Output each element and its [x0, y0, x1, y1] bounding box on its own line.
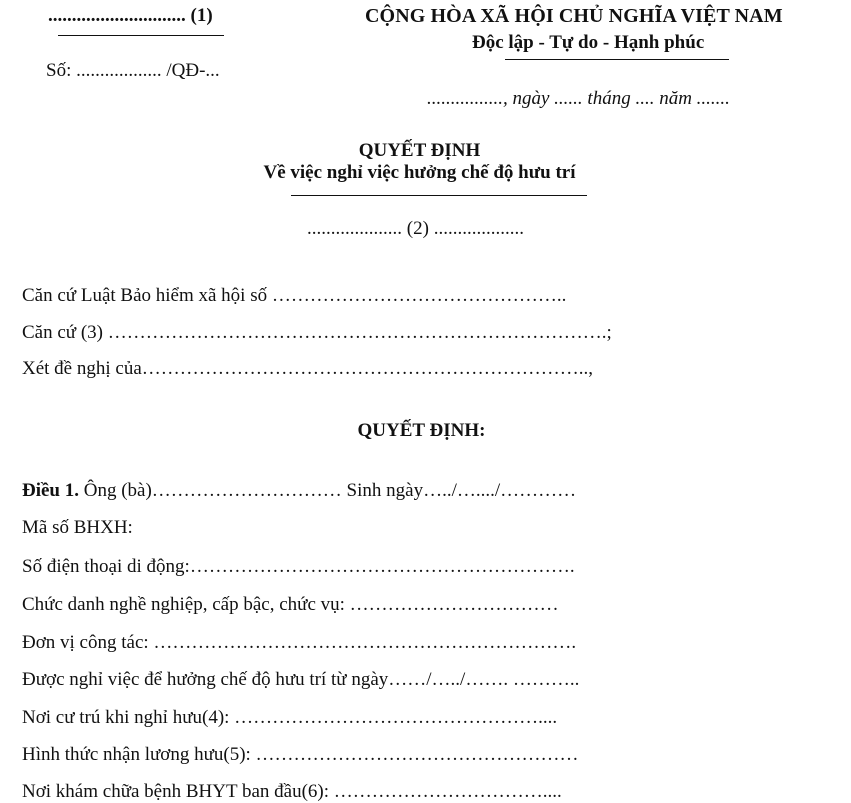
basis-proposal: Xét đề nghị của…………………………………………………………….., [22, 358, 594, 379]
national-title: CỘNG HÒA XÃ HỘI CHỦ NGHĨA VIỆT NAM [365, 5, 783, 27]
subtitle-underline [291, 195, 587, 196]
issuing-authority-placeholder: .................... (2) ................... [307, 218, 524, 239]
decision-heading: QUYẾT ĐỊNH: [357, 420, 486, 441]
field-retirement-date: Được nghỉ việc để hưởng chế độ hưu trí từ ngày……/…../……. ……….. [22, 669, 580, 690]
field-pension-receipt-method: Hình thức nhận lương hưu(5): …………………………………………… [22, 744, 579, 765]
issuing-organization-placeholder: ............................. (1) [48, 5, 213, 26]
decision-number-line: Số: .................. /QĐ-... [46, 60, 220, 81]
field-job-title: Chức danh nghề nghiệp, cấp bậc, chức vụ: …………………………… [22, 594, 559, 615]
person-name-birthdate: Ông (bà)………………………… Sinh ngày…../…..../………… [79, 480, 577, 501]
basis-other: Căn cứ (3) …………………………………………………………………….; [22, 322, 612, 343]
motto-underline [505, 59, 729, 60]
document-title: QUYẾT ĐỊNH [358, 140, 481, 161]
document-subtitle: Về việc nghỉ việc hưởng chế độ hưu trí [263, 162, 576, 183]
organization-underline [58, 35, 224, 36]
field-residence-after-retirement: Nơi cư trú khi nghỉ hưu(4): ………………………………………….... [22, 707, 558, 728]
field-work-unit: Đơn vị công tác: …………………………………………………………. [22, 632, 577, 653]
field-initial-health-facility: Nơi khám chữa bệnh BHYT ban đầu(6): …………………………….... [22, 781, 562, 802]
field-social-insurance-number: Mã số BHXH: [22, 517, 133, 538]
basis-social-insurance-law: Căn cứ Luật Bảo hiểm xã hội số ……………………………………….. [22, 285, 567, 306]
article-1-label: Điều 1. [22, 480, 79, 501]
field-mobile-phone: Số điện thoại di động:……………………………………………………. [22, 556, 575, 577]
place-date-line: ................, ngày ...... tháng .... năm ....... [427, 88, 730, 109]
article-1-person-line [22, 480, 576, 502]
national-motto: Độc lập - Tự do - Hạnh phúc [472, 32, 705, 53]
